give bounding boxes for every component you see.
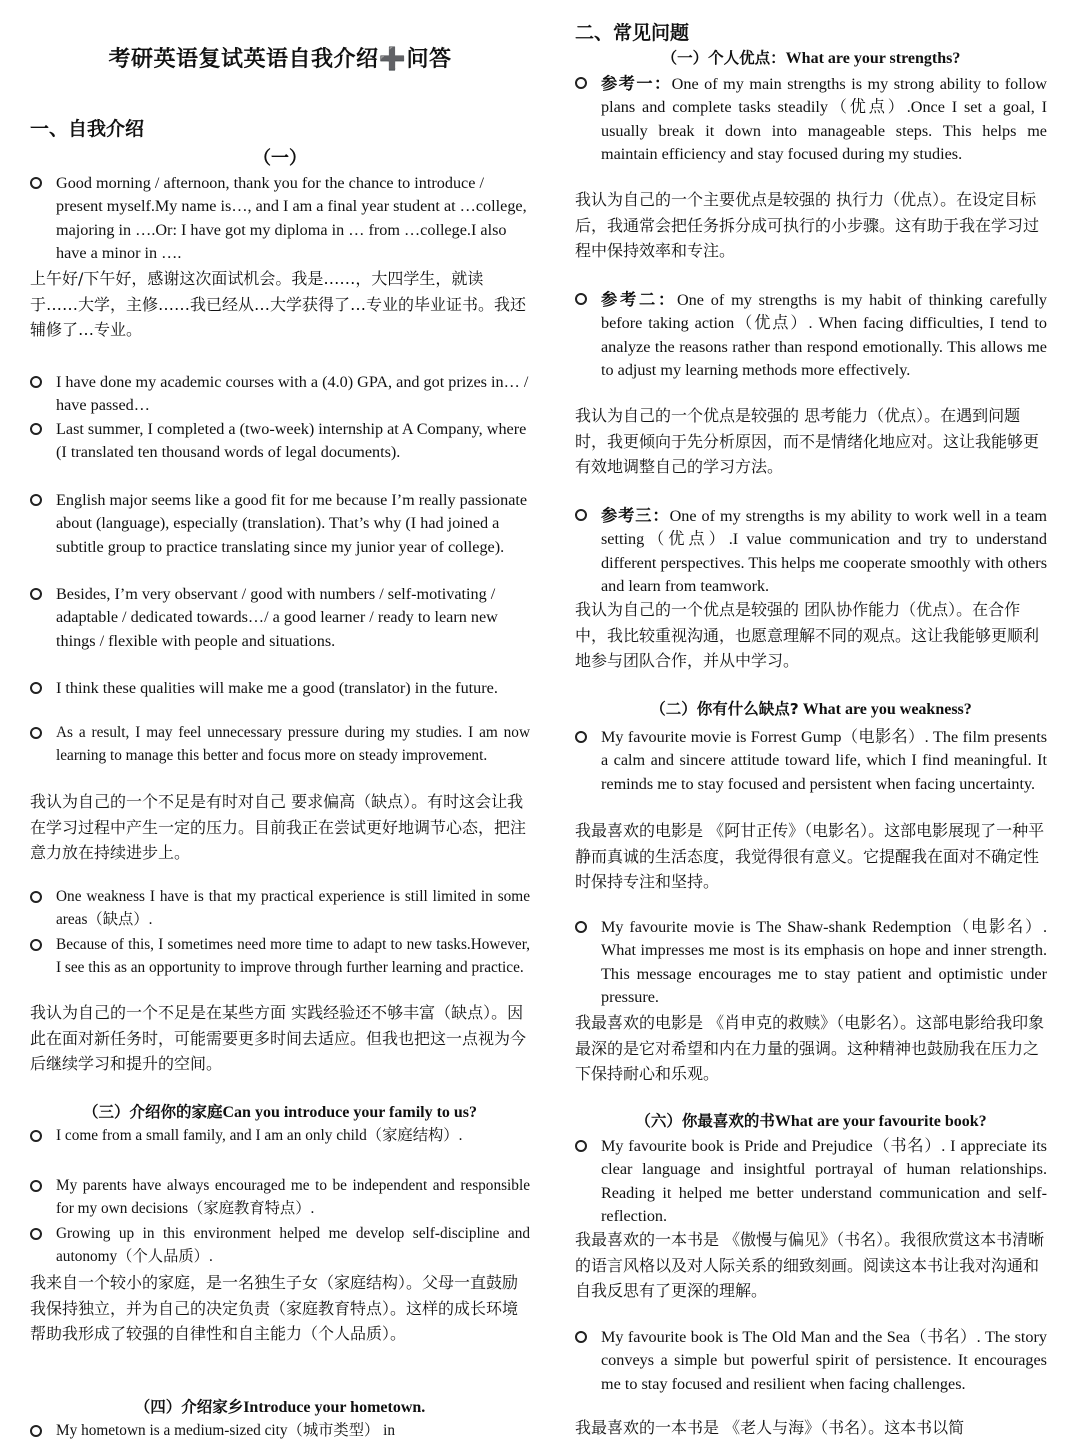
bullet-movie-1: My favourite movie is Forrest Gump（电影名）. The film presents a calm and sincere attitude toward life, which I find meaningful. It reminds me to stay focused and persistent when facing uncertainty. (601, 726, 1047, 796)
weakness-heading: （二）你有什么缺点? What are you weakness? (650, 700, 972, 718)
bullet-strength-3: 参考三：One of my strengths is my ability to work well in a team setting（优点）.I value communication and try to understand different perspectives. This helps me cooperate smoothly with others and learn from teamwork. (601, 504, 1047, 598)
translation-movie-2: 我最喜欢的电影是 《肖申克的救赎》（电影名）。这部电影给我印象最深的是它对希望和内在力量的强调。这种精神也鼓励我在压力之下保持耐心和乐观。 (575, 1013, 1045, 1083)
bullet-family-quality: Growing up in this environment helped me develop self-discipline and autonomy（个人品质）. (56, 1223, 530, 1268)
translation-movie-1: 我最喜欢的电影是 《阿甘正传》（电影名）。这部电影展现了一种平静而真诚的生活态度，我觉得很有意义。它提醒我在面对不确定性时保持专注和坚持。 (575, 821, 1045, 891)
part-label: （一） (253, 148, 307, 169)
section-heading-self-intro: 一、自我介绍 (30, 118, 145, 140)
section-heading-common-questions: 二、常见问题 (575, 22, 690, 44)
bullet-qualities: Besides, I’m very observant / good with numbers / self-motivating / adaptable / dedicated towards…/ a good learner / ready to learn new things / flexible with people and situations. (56, 583, 530, 653)
hometown-heading: （四）介绍家乡Introduce your hometown. (134, 1398, 426, 1416)
bullet-movie-2: My favourite movie is The Shaw-shank Redemption（电影名）. What impresses me most is its emphasis on hope and inner strength. This message encourages me to stay patient and optimistic under pressure. (601, 916, 1047, 1009)
bullet-internship: Last summer, I completed a (two-week) internship at A Company, where (I translated ten thousand words of legal documents). (56, 418, 530, 465)
bullet-strength-2: 参考二：One of my strengths is my habit of thinking carefully before taking action（优点）. When facing difficulties, I tend to analyze the reasons rather than respond emotionally. This allows me to adjust my learning methods more effectively. (601, 288, 1047, 382)
bullet-family-structure: I come from a small family, and I am an only child（家庭结构）. (56, 1125, 530, 1148)
bullet-weakness: One weakness I have is that my practical experience is still limited in some areas（缺点）. (56, 886, 530, 931)
bullet-book-1: My favourite book is Pride and Prejudice（书名）. I appreciate its clear language and insightful portrayal of human relationships. Reading it helped me better understand communication and self-reflection. (601, 1135, 1047, 1228)
translation-strength-3: 我认为自己的一个优点是较强的 团队协作能力（优点）。在合作中，我比较重视沟通，也愿意理解不同的观点。这让我能够更顺利地参与团队合作，并从中学习。 (575, 600, 1040, 670)
bullet-pressure: As a result, I may feel unnecessary pressure during my studies. I am now learning to manage this better and focus more on steady improvement. (56, 722, 530, 767)
book-heading: （六）你最喜欢的书What are your favourite book? (635, 1112, 987, 1130)
strengths-heading: （一）个人优点：What are your strengths? (661, 49, 961, 67)
bullet-hometown: My hometown is a medium-sized city（城市类型） in (56, 1420, 530, 1443)
translation-pressure: 我认为自己的一个不足是有时对自己 要求偏高（缺点）。有时这会让我在学习过程中产生一定的压力。目前我正在尝试更好地调节心态，把注意力放在持续进步上。 (30, 792, 527, 862)
translation-family: 我来自一个较小的家庭，是一名独生子女（家庭结构）。父母一直鼓励我保持独立，并为自己的决定负责（家庭教育特点）。这样的成长环境帮助我形成了较强的自律性和自主能力（个人品质）。 (30, 1273, 519, 1343)
page-title: 考研英语复试英语自我介绍➕问答 (108, 47, 452, 72)
bullet-adapt: Because of this, I sometimes need more time to adapt to new tasks.However, I see this as an opportunity to improve through further learning and practice. (56, 934, 530, 979)
translation-book-2: 我最喜欢的一本书是 《老人与海》（书名）。这本书以简 (575, 1418, 965, 1437)
translation-greeting: 上午好/下午好，感谢这次面试机会。我是……，大四学生，就读于……大学，主修……我已经从…大学获得了…专业的毕业证书。我还辅修了…专业。 (30, 269, 527, 339)
family-heading: （三）介绍你的家庭Can you introduce your family to us? (82, 1103, 478, 1121)
bullet-gpa: I have done my academic courses with a (4.0) GPA, and got prizes in… / have passed… (56, 371, 530, 418)
translation-weakness: 我认为自己的一个不足是在某些方面 实践经验还不够丰富（缺点）。因此在面对新任务时，可能需要更多时间去适应。但我也把这一点视为今后继续学习和提升的空间。 (30, 1003, 527, 1073)
bullet-future: I think these qualities will make me a good (translator) in the future. (56, 677, 530, 700)
bullet-family-education: My parents have always encouraged me to be independent and responsible for my own decisions（家庭教育特点）. (56, 1175, 530, 1220)
translation-strength-2: 我认为自己的一个优点是较强的 思考能力（优点）。在遇到问题时，我更倾向于先分析原因，而不是情绪化地应对。这让我能够更有效地调整自己的学习方法。 (575, 406, 1040, 476)
bullet-major: English major seems like a good fit for me because I’m really passionate about (language), especially (translation). That’s why (I had joined a subtitle group to practice translating since my junior year of college). (56, 489, 530, 559)
translation-strength-1: 我认为自己的一个主要优点是较强的 执行力（优点）。在设定目标后，我通常会把任务拆分成可执行的小步骤。这有助于我在学习过程中保持效率和专注。 (575, 190, 1040, 260)
bullet-greeting: Good morning / afternoon, thank you for the chance to introduce / present myself.My name is…, and I am a final year student at …college, majoring in ….Or: I have got my diploma in … from …college.I also have a minor in …. (56, 172, 530, 265)
bullet-book-2: My favourite book is The Old Man and the Sea（书名）. The story conveys a simple but powerful spirit of persistence. It encourages me to stay focused and resilient when facing challenges. (601, 1326, 1047, 1396)
bullet-strength-1: 参考一：One of my main strengths is my strong ability to follow plans and complete tasks steadily（优点）.Once I set a goal, I usually break it down into manageable steps. This helps me maintain efficiency and stay focused during my studies. (601, 72, 1047, 166)
translation-book-1: 我最喜欢的一本书是 《傲慢与偏见》（书名）。我很欣赏这本书清晰的语言风格以及对人际关系的细致刻画。阅读这本书让我对沟通和自我反思有了更深的理解。 (575, 1230, 1045, 1300)
